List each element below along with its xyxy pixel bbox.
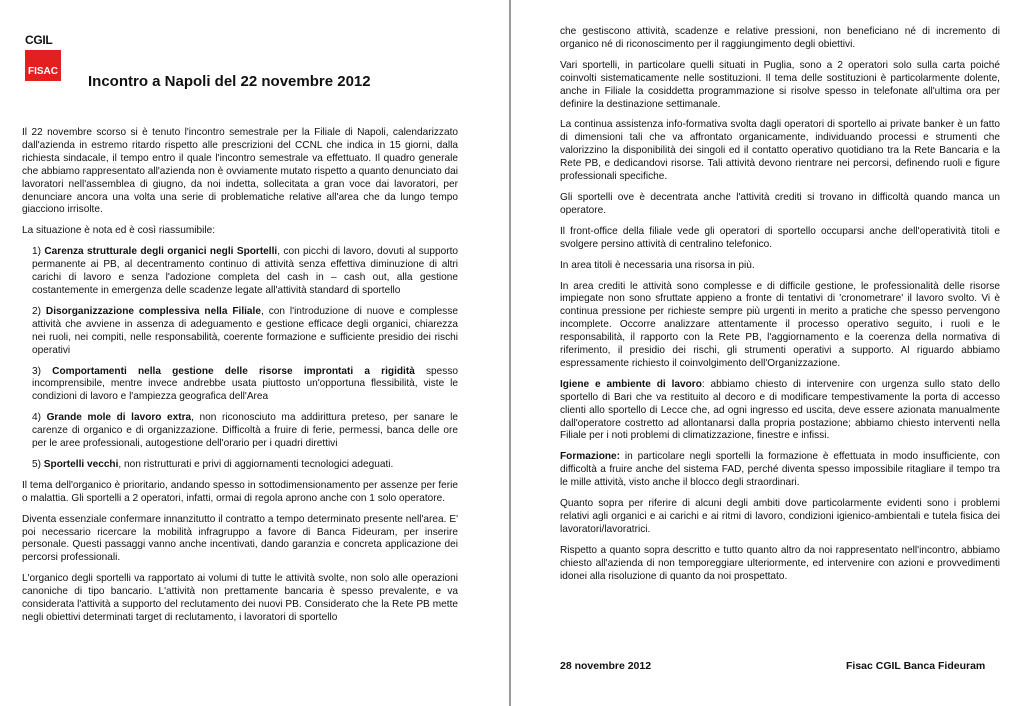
situation-paragraph: La situazione è nota ed è così riassumibile: — [22, 225, 216, 237]
hygiene-heading: Igiene e ambiente di lavoro — [560, 378, 702, 390]
list-item — [32, 366, 458, 405]
hygiene-paragraph — [560, 379, 1000, 444]
item-number: 2) — [32, 305, 41, 317]
item-heading: Disorganizzazione complessiva nella Filiale — [45, 305, 261, 317]
item-text: , con picchi di lavoro, dovuti al supporto permanente ai PB, al decentramento continuo di attività senza effettiva diminuzione di altri carichi di lavoro e senza l'adozione completa del cash in – cash out, alla gestione costantemente in emergenza delle scadenze legate all'attività standard di sportello — [32, 246, 458, 296]
front-office-paragraph: Il front-office della filiale vede gli operatori di sportello occuparsi anche dell'operatività titoli e svolgere persino attività di centralino telefonico. — [560, 225, 1000, 250]
left-text-column — [22, 127, 458, 633]
continuation-paragraph: che gestiscono attività, scadenze e relative pressioni, non beneficiano né di incremento di organico né di riconoscimento per il raggiungimento degli obiettivi. — [560, 26, 1000, 50]
item-number: 5) — [32, 458, 41, 470]
item-text: , con l'introduzione di nuove e complesse attività che avviene in assenza di adeguamento e gestione efficace degli organici, chiarezza nei ruoli, nei compiti, nelle responsabilità, coerente formazione e sufficiente presidio dei rischi operativi — [32, 305, 458, 356]
hygiene-text: : abbiamo chiesto di intervenire con urgenza sullo stato dello sportello di Bari che va restituito al decoro e di modificare tempestivamente la porta di accesso clienti allo sportello di Lecce che, ad ogni ingresso ed uscita, deve essere azionata manualmente dall'operatore costretto ad allontanarsi dalla propria postazione; abbiamo chiesto interventi nella Filiale per i noti problemi di climatizzazione, finestre e infissi. — [560, 378, 1000, 442]
credit-area-paragraph: In area crediti le attività sono complesse e di difficile gestione, le professionalità delle risorse impiegate non sono sfruttate appieno a fronte di tentativi di 'cronometrare' il lavoro svolto. Vi è continua pressione per richieste sempre più urgenti in merito a pratiche che spesso pervengono incomplete. Occorre analizzare attentamente il processo operativo seguito, i ruoli e le responsabilità, il rapporto con la Rete PB, l'aggiornamento e la coerenza della normativa di riferimento, il presidio dei rischi, gli strumenti operativi a supporto. Al riguardo abbiamo espressamente richiesto il coinvolgimento dell'Organizzazione. — [560, 280, 1000, 369]
assistance-paragraph: La continua assistenza info-formativa svolta dagli operatori di sportello ai private banker è un fatto di dimensioni tali che va affrontato organicamente, individuando processi e strumenti che valorizzino la disponibilità dei singoli ed il contatto operativo quotidiano tra la Rete Bancaria e la Rete PB, e dedicandovi risorse. Tali attività devono rientrare nei percorsi, definendo ruoli e figure professionali specifiche. — [560, 119, 1000, 183]
footer-signature: Fisac CGIL Banca Fideuram — [846, 660, 986, 672]
list-item — [32, 306, 458, 358]
item-heading: Sportelli vecchi — [43, 458, 119, 470]
securities-paragraph: In area titoli è necessaria una risorsa in più. — [560, 259, 755, 271]
right-page — [512, 0, 1024, 706]
right-text-column — [560, 26, 1000, 592]
left-page — [0, 0, 510, 706]
staffing-paragraph: Il tema dell'organico è prioritario, andando spesso in sottodimensionamento per assenze per ferie o malattia. Gli sportelli a 2 operatori, infatti, ormai di regola aprono anche con 1 solo operatore. — [22, 479, 458, 504]
list-item — [32, 412, 458, 451]
closing-paragraph: Rispetto a quanto sopra descritto e tutto quanto altro da noi rappresentato nell'incontro, abbiamo chiesto all'azienda di non temporeggiare ulteriormente, ed intervenire con azioni e provvedimenti idonei alla risoluzione di quanto da noi prospettato. — [560, 544, 1000, 582]
workload-paragraph: L'organico degli sportelli va rapportato ai volumi di tutte le attività svolte, non solo alle operazioni canoniche di tipo bancario. L'attività non prettamente bancaria è spesso prevalente, e va considerata l'attività a supporto del reclutamento dei nuovi PB. Considerato che la Rete PB mette negli obiettivi determinati target di reclutamento, i lavoratori di sportello — [22, 573, 458, 623]
list-item — [32, 459, 458, 472]
item-text: , non riconosciuto ma addirittura preteso, per sanare le carenze di organico e di organizzazione. Difficoltà a fruire di ferie, permessi, banca delle ore per le aree professionali, autogestione dell'orario per i quadri direttivi — [32, 412, 458, 450]
contract-paragraph: Diventa essenziale confermare innanzitutto il contratto a tempo determinato presente nell'area. E' poi necessario ricercare la mobilità infragruppo a favore di Banca Fideuram, per inserire personale. Questi passaggi vanno anche incentivati, dando garanzia e concreta applicazione dei percorsi professionali. — [22, 513, 458, 564]
item-heading: Grande mole di lavoro extra — [46, 412, 192, 424]
credit-branches-paragraph: Gli sportelli ove è decentrata anche l'attività crediti si trovano in difficoltà quando manca un operatore. — [560, 191, 1000, 216]
footer-date: 28 novembre 2012 — [560, 660, 652, 672]
item-text: spesso incomprensibile, mentre invece andrebbe usata piuttosto un'opportuna flessibilità, viste le condizioni di lavoro e l'ampiezza geografica dell'Area — [32, 365, 458, 403]
item-number: 1) — [32, 246, 41, 258]
list-item — [32, 246, 458, 298]
summary-paragraph: Quanto sopra per riferire di alcuni degli ambiti dove particolarmente evidenti sono i problemi relativi agli organici e ai carichi e ai ritmi di lavoro, condizioni igienico-ambientali e tutela fisica dei lavoratori/lavoratrici. — [560, 498, 1000, 535]
document-title: Incontro a Napoli del 22 novembre 2012 — [88, 73, 371, 90]
intro-paragraph: Il 22 novembre scorso si è tenuto l'incontro semestrale per la Filiale di Napoli, calendarizzato dall'azienda in estremo ritardo rispetto alle prescrizioni del CCNL che indica in 15 giorni, dalla richiesta sindacale, il tempo entro il quale l'incontro semestrale va effettuato. Il quadro generale che abbiamo rappresentato all'azienda non è ovviamente mutato rispetto a quanto denunciato dai lavoratori nell'assemblea di giugno, da noi indetta, sollecitata a gran voce dai lavoratori, per denunciare ancora una volta una serie di problematiche relative all'area che da lungo tempo giacciono irrisolte. — [22, 127, 458, 216]
training-text: in particolare negli sportelli la formazione è effettuata in modo insufficiente, con difficoltà a fruire anche del sistema FAD, perché diventa spesso impossibile ritagliare il tempo tra le mille attività, visto anche il blocco degli straordinari. — [560, 451, 1000, 489]
training-heading: Formazione: — [560, 451, 621, 463]
page-divider — [509, 0, 511, 706]
item-number: 3) — [32, 365, 41, 377]
item-text: , non ristrutturati e privi di aggiornamenti tecnologici adeguati. — [118, 458, 394, 470]
item-number: 4) — [32, 412, 41, 424]
logo-fisac-box: FISAC — [25, 50, 61, 81]
training-paragraph — [560, 451, 1000, 490]
item-heading: Carenza strutturale degli organici negli Sportelli — [44, 246, 278, 258]
logo-cgil-text: CGIL — [25, 33, 53, 47]
cgil-fisac-logo — [25, 33, 61, 81]
item-heading: Comportamenti nella gestione delle risorse improntati a rigidità — [52, 365, 415, 377]
substitutions-paragraph: Vari sportelli, in particolare quelli situati in Puglia, sono a 2 operatori solo sulla carta poiché coinvolti sistematicamente nelle sostituzioni. Il tema delle sostituzioni è particolarmente dolente, anche in Filiale la cosiddetta programmazione si risolve spesso in telefonate all'ultima ora per definire la destinazione settimanale. — [560, 59, 1000, 110]
